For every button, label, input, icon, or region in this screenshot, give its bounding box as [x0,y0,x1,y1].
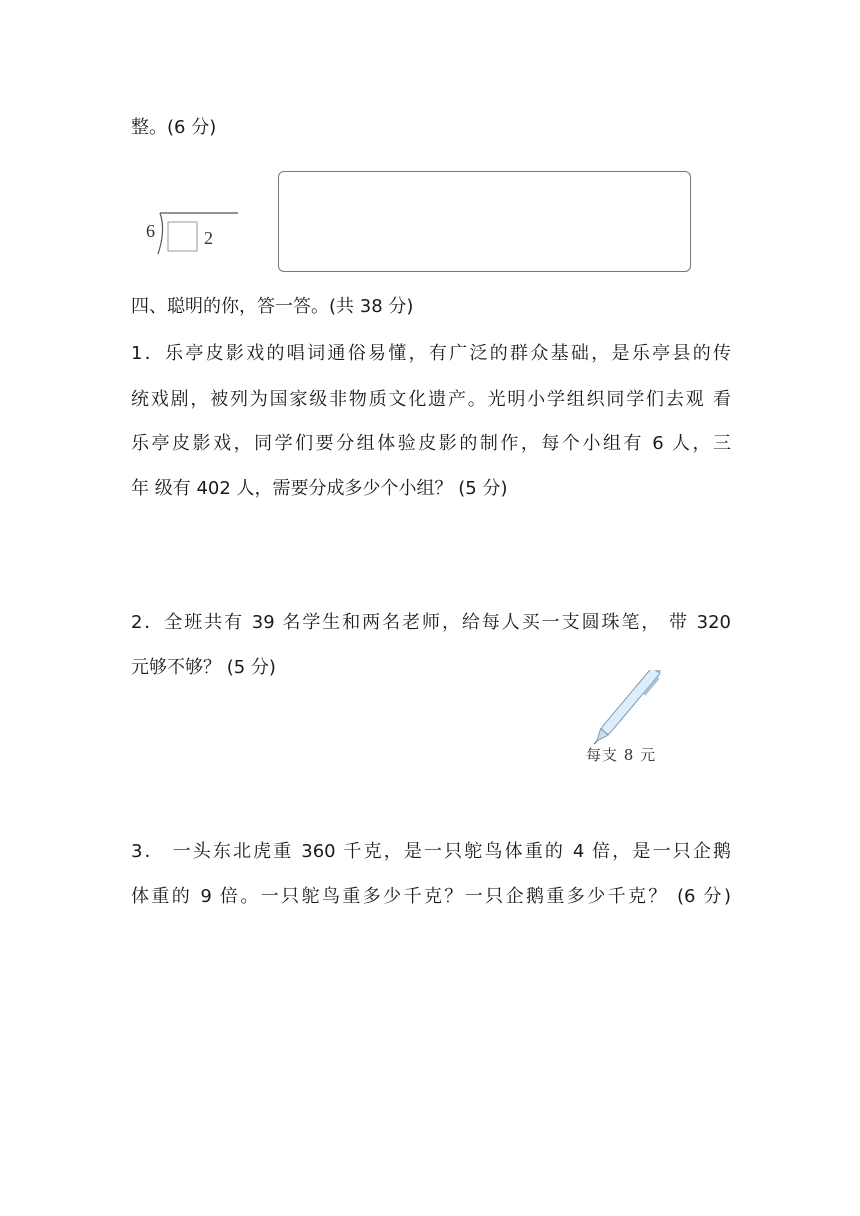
divisor-digit: 6 [146,221,155,241]
pen-price-caption: 每支 8 元 [586,746,657,764]
question-1-line-1: 1．乐亭皮影戏的唱词通俗易懂，有广泛的群众基础，是乐亭县的传 [131,343,731,364]
question-1-line-2: 统戏剧，被列为国家级非物质文化遗产。光明小学组织同学们去观 看 [131,389,731,410]
section-title: 四、聪明的你，答一答。(共 38 分) [131,296,414,317]
previous-question-tail: 整。(6 分) [131,117,217,138]
question-2-line-2: 元够不够？ (5 分) [131,657,276,678]
dividend-digit: 2 [204,228,213,248]
answer-box[interactable] [278,171,691,272]
question-1-line-4: 年 级有 402 人，需要分成多少个小组？ (5 分) [131,478,508,499]
question-3-line-2: 体重的 9 倍。一只鸵鸟重多少千克？一只企鹅重多少千克？ (6 分) [131,886,731,907]
question-1-line-3: 乐亭皮影戏，同学们要分组体验皮影的制作，每个小组有 6 人，三 [131,433,731,454]
question-2-line-1: 2．全班共有 39 名学生和两名老师，给每人买一支圆珠笔， 带 320 [131,612,731,633]
long-division-figure [140,208,250,258]
blank-digit-box[interactable] [168,222,197,251]
question-3-line-1: 3． 一头东北虎重 360 千克，是一只鸵鸟体重的 4 倍，是一只企鹅 [131,841,731,862]
division-bracket [158,213,163,254]
